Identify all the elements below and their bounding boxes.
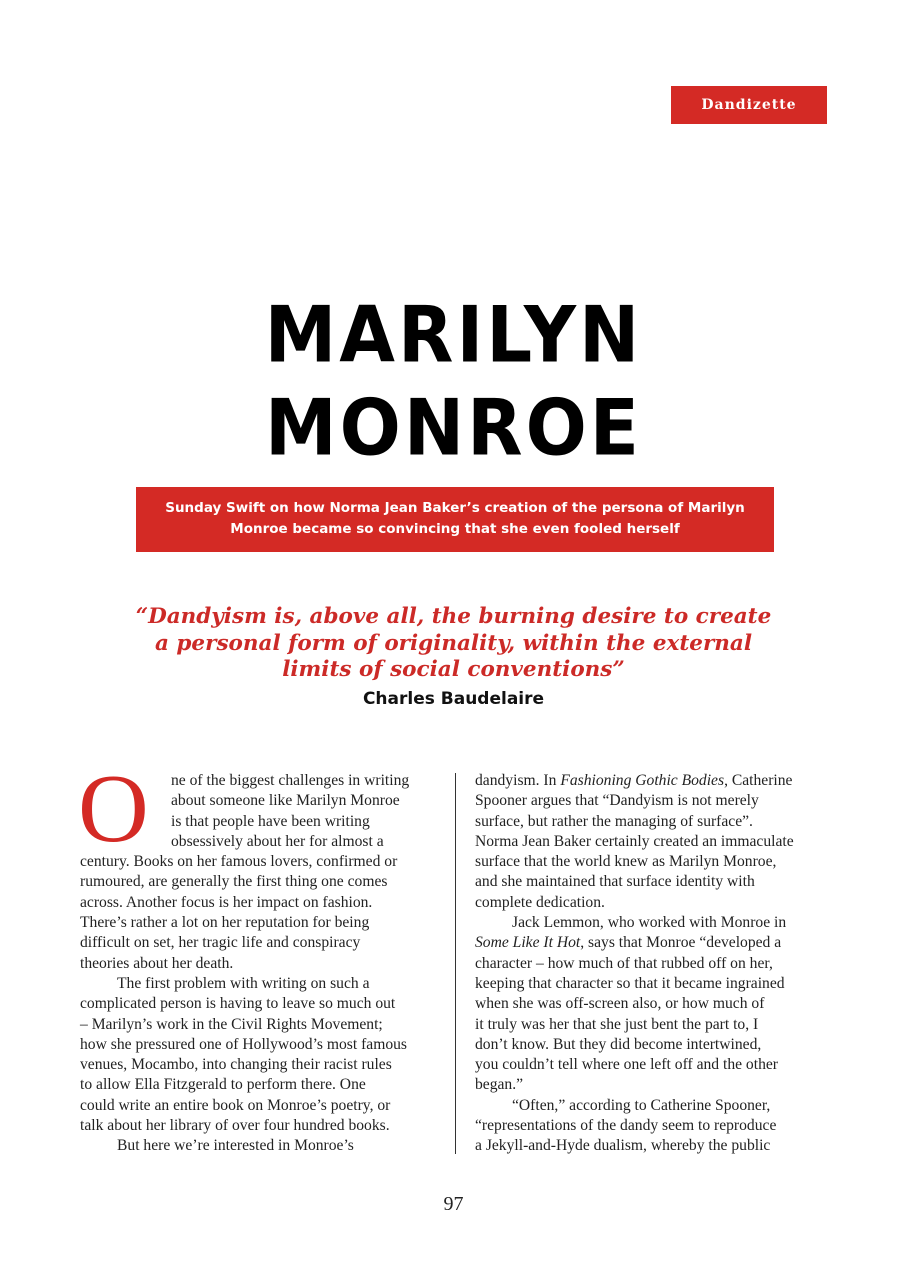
body-line: across. Another focus is her impact on fashion. bbox=[80, 893, 373, 911]
body-line: There’s rather a lot on her reputation for being bbox=[80, 914, 370, 932]
quote-line: “Dandyism is, above all, the burning desire to create bbox=[135, 604, 772, 629]
body-line: complete dedication. bbox=[475, 893, 605, 911]
body-line: But here we’re interested in Monroe’s bbox=[117, 1137, 354, 1155]
body-line: a Jekyll-and-Hyde dualism, whereby the public bbox=[475, 1137, 771, 1155]
body-line: “representations of the dandy seem to reproduce bbox=[475, 1117, 777, 1135]
body-line: began.” bbox=[475, 1076, 524, 1094]
title-line-2: MONROE bbox=[265, 381, 642, 473]
body-line: talk about her library of over four hundred books. bbox=[80, 1117, 390, 1135]
pull-quote bbox=[60, 604, 847, 684]
body-line: and she maintained that surface identity with bbox=[475, 873, 755, 891]
body-line: dandyism. In Fashioning Gothic Bodies, Catherine bbox=[475, 772, 793, 789]
body-line: surface, but rather the managing of surface”. bbox=[475, 812, 753, 830]
article-title bbox=[0, 288, 907, 474]
body-line: don’t know. But they did become intertwined, bbox=[475, 1035, 762, 1053]
body-line: keeping that character so that it became ingrained bbox=[475, 974, 785, 992]
body-line: The first problem with writing on such a bbox=[117, 974, 370, 992]
drop-cap: O bbox=[78, 755, 149, 863]
quote-attribution: Charles Baudelaire bbox=[362, 689, 545, 709]
body-line: to allow Ella Fitzgerald to perform there. One bbox=[80, 1076, 366, 1094]
body-line: you couldn’t tell where one left off and the other bbox=[475, 1056, 778, 1074]
body-line: it truly was her that she just bent the part to, I bbox=[475, 1015, 759, 1033]
body-line: obsessively about her for almost a bbox=[171, 832, 384, 850]
body-line: how she pressured one of Hollywood’s most famous bbox=[80, 1035, 407, 1053]
body-line: surface that the world knew as Marilyn Monroe, bbox=[475, 853, 777, 871]
body-line: Spooner argues that “Dandyism is not merely bbox=[475, 792, 759, 810]
section-tag: Dandizette bbox=[671, 86, 827, 124]
standfirst: Sunday Swift on how Norma Jean Baker’s creation of the persona of Marilyn Monroe became so convincing that she even fooled herself bbox=[136, 487, 774, 552]
body-column-right bbox=[475, 771, 845, 1157]
body-line: Norma Jean Baker certainly created an immaculate bbox=[475, 832, 794, 850]
body-line: when she was off-screen also, or how much of bbox=[475, 995, 765, 1013]
body-line: “Often,” according to Catherine Spooner, bbox=[512, 1096, 771, 1114]
body-line: venues, Mocambo, into changing their racist rules bbox=[80, 1056, 392, 1074]
body-line: theories about her death. bbox=[80, 954, 234, 972]
book-title: Fashioning Gothic Bodies bbox=[560, 772, 725, 789]
body-line: difficult on set, her tragic life and conspiracy bbox=[80, 934, 361, 952]
body-line: Jack Lemmon, who worked with Monroe in bbox=[512, 914, 787, 932]
column-divider bbox=[455, 773, 456, 1154]
body-line: character – how much of that rubbed off on her, bbox=[475, 954, 773, 972]
quote-line: a personal form of originality, within the external bbox=[154, 630, 753, 656]
body-line: – Marilyn’s work in the Civil Rights Movement; bbox=[80, 1015, 383, 1033]
body-line: Some Like It Hot, says that Monroe “developed a bbox=[475, 934, 782, 952]
body-line: ne of the biggest challenges in writing bbox=[171, 772, 410, 789]
title-line-1: MARILYN bbox=[264, 289, 643, 380]
film-title: Some Like It Hot bbox=[475, 934, 581, 952]
body-line: is that people have been writing bbox=[171, 812, 370, 830]
quote-line: limits of social conventions” bbox=[282, 657, 625, 682]
body-line: about someone like Marilyn Monroe bbox=[171, 792, 400, 810]
body-line: complicated person is having to leave so much out bbox=[80, 995, 396, 1013]
body-line: century. Books on her famous lovers, confirmed or bbox=[80, 853, 398, 871]
body-column-left bbox=[80, 771, 440, 1157]
body-line: rumoured, are generally the first thing one comes bbox=[80, 873, 388, 891]
body-line: could write an entire book on Monroe’s poetry, or bbox=[80, 1096, 391, 1114]
page-number: 97 bbox=[443, 1193, 464, 1215]
